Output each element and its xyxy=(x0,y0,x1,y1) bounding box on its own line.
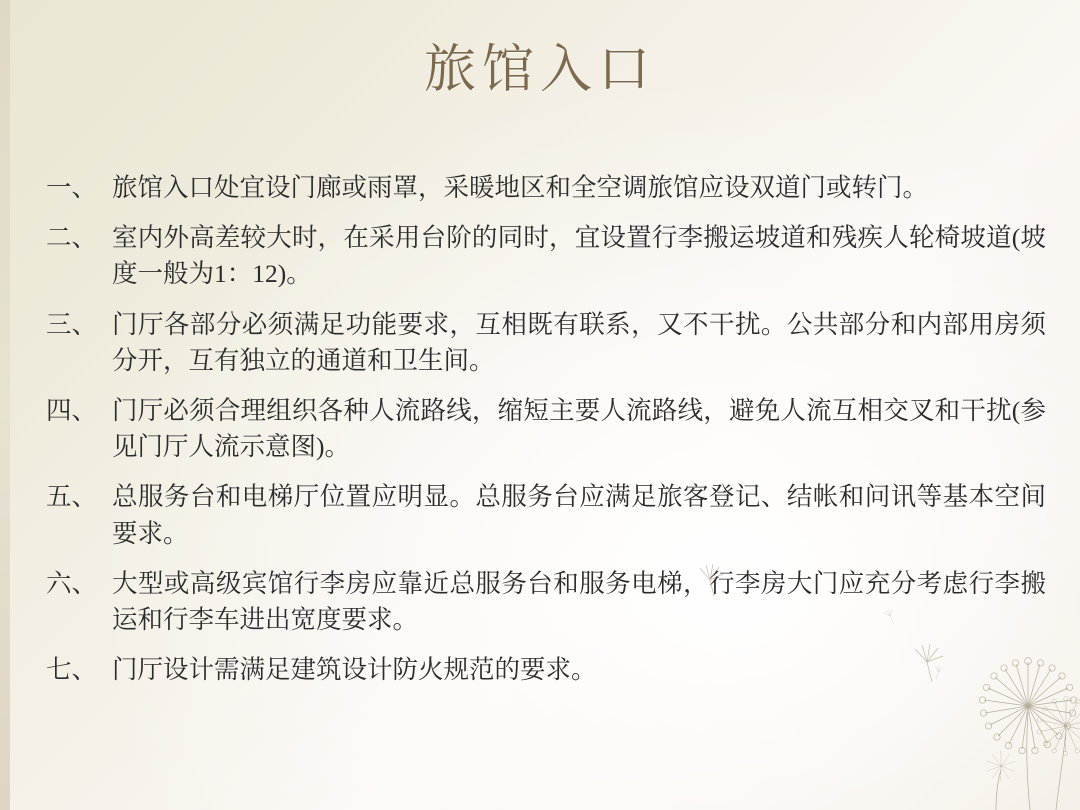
page-title: 旅馆入口 xyxy=(423,42,656,99)
list-item-text: 总服务台和电梯厅位置应明显。总服务台应满足旅客登记、结帐和问讯等基本空间要求。 xyxy=(112,482,1046,548)
list-item xyxy=(46,220,1046,292)
list-item-marker: 三、 xyxy=(46,309,98,339)
list-item-text: 门厅各部分必须满足功能要求，互相既有联系，又不干扰。公共部分和内部用房须分开，互有独立的通道和卫生间。 xyxy=(112,309,1046,375)
list-item xyxy=(46,307,1046,379)
list-item-text: 大型或高级宾馆行李房应靠近总服务台和服务电梯，行李房大门应充分考虑行李搬运和行李车进出宽度要求。 xyxy=(112,568,1046,635)
list-item-marker: 七、 xyxy=(46,655,98,685)
list-item-text: 旅馆入口处宜设门廊或雨罩，采暖地区和全空调旅馆应设双道门或转门。 xyxy=(112,173,929,202)
list-item xyxy=(46,652,1046,688)
content-list xyxy=(46,170,1046,702)
list-item-marker: 六、 xyxy=(46,568,98,598)
list-item xyxy=(46,566,1046,638)
list-item-marker: 四、 xyxy=(46,396,98,426)
list-item-marker: 五、 xyxy=(46,482,98,512)
list-item-marker: 二、 xyxy=(46,223,98,253)
list-item xyxy=(46,170,1046,206)
list-item-text: 门厅必须合理组织各种人流路线，缩短主要人流路线，避免人流互相交叉和干扰(参见门厅人流示意图)。 xyxy=(112,396,1046,462)
list-item-text: 室内外高差较大时，在采用台阶的同时，宜设置行李搬运坡道和残疾人轮椅坡道(坡度一般为1：12)。 xyxy=(112,223,1046,289)
list-item xyxy=(46,479,1046,551)
list-item-text: 门厅设计需满足建筑设计防火规范的要求。 xyxy=(112,655,597,685)
list-item-marker: 一、 xyxy=(46,173,98,202)
list-item xyxy=(46,393,1046,465)
